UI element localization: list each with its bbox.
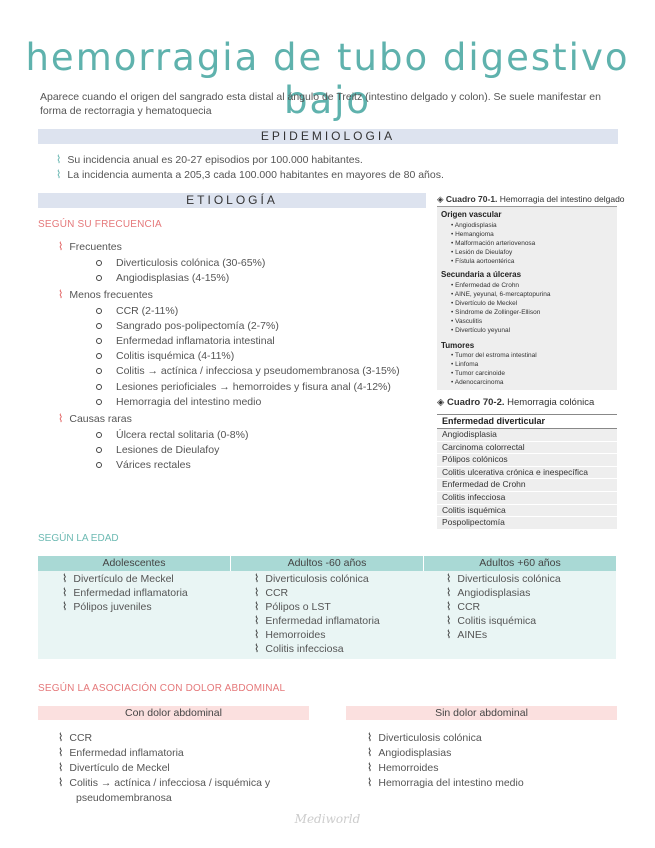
list-item: Colitis isquémica (4-11%): [96, 349, 234, 364]
list-item: Lesiones de Dieulafoy: [96, 443, 219, 458]
cuadro1-section-header: Tumores: [441, 341, 475, 350]
list-item: ⌇ CCR: [446, 601, 481, 613]
paperclip-icon: ⌇: [58, 289, 64, 301]
con-dolor-header: Con dolor abdominal: [38, 706, 309, 720]
list-item: • Vasculitis: [451, 318, 483, 325]
list-item: CCR (2-11%): [96, 304, 178, 319]
list-item: ⌇ Hemorragia del intestino medio: [367, 777, 524, 789]
paperclip-icon: ⌇: [446, 629, 452, 641]
paperclip-icon: ⌇: [367, 762, 373, 774]
paperclip-icon: ⌇: [62, 601, 68, 613]
list-item: • AINE, yeyunal, 6-mercaptopurina: [451, 291, 551, 298]
cuadro1-section-header: Secundaria a úlceras: [441, 270, 522, 279]
cuadro2-caption: ◈ Cuadro 70-2. Hemorragia colónica: [437, 397, 595, 408]
group-menos-frecuentes: ⌇ Menos frecuentes: [58, 289, 153, 301]
age-header-adultos-mas60: Adultos +60 años: [424, 556, 616, 571]
watermark: Mediworld: [294, 812, 361, 826]
group-causas-raras: ⌇ Causas raras: [58, 413, 132, 425]
table-row: Colitis ulcerativa crónica e inespecífica: [437, 467, 617, 480]
paperclip-icon: ⌇: [446, 573, 452, 585]
paperclip-icon: ⌇: [254, 587, 260, 599]
list-item: • Angiodisplasia: [451, 222, 497, 229]
etiologia-heading: ETIOLOGÍA: [38, 193, 426, 208]
list-item: • Divertículo yeyunal: [451, 327, 511, 334]
paperclip-icon: ⌇: [62, 573, 68, 585]
edad-label: SEGÚN LA EDAD: [38, 533, 119, 544]
paperclip-icon: ⌇: [254, 601, 260, 613]
list-item: • Tumor carcinoide: [451, 370, 505, 377]
diamond-icon: ◈: [437, 194, 444, 204]
list-item: Diverticulosis colónica (30-65%): [96, 256, 265, 271]
list-item: ⌇ Angiodisplasias: [367, 747, 452, 759]
age-header-adultos-menos60: Adultos -60 años: [231, 556, 423, 571]
sin-dolor-header: Sin dolor abdominal: [346, 706, 617, 720]
list-item-continuation: pseudomembranosa: [76, 792, 172, 804]
frecuencia-label: SEGÚN SU FRECUENCIA: [38, 219, 162, 230]
list-item: Úlcera rectal solitaria (0-8%): [96, 428, 248, 443]
list-item: ⌇ Divertículo de Meckel: [62, 573, 174, 585]
list-item: • Adenocarcinoma: [451, 379, 504, 386]
table-row: Pólipos colónicos: [437, 454, 617, 467]
list-item: ⌇ Enfermedad inflamatoria: [254, 615, 380, 627]
table-row: Colitis isquémica: [437, 505, 617, 518]
list-item: ⌇ Colitis infecciosa: [254, 643, 344, 655]
list-item: ⌇ CCR: [254, 587, 289, 599]
table-row: Colitis infecciosa: [437, 492, 617, 505]
list-item: Lesiones perioficiales → hemorroides y fisura anal (4-12%): [96, 380, 391, 395]
paperclip-icon: ⌇: [58, 762, 64, 774]
cuadro2-header: Enfermedad diverticular: [437, 414, 617, 429]
paperclip-icon: ⌇: [58, 241, 64, 253]
list-item: ⌇ Pólipos juveniles: [62, 601, 152, 613]
list-item: ⌇ Colitis → actínica / infecciosa / isquémica y: [58, 777, 271, 789]
cuadro1-caption: ◈ Cuadro 70-1. Hemorragia del intestino delgado: [437, 194, 625, 204]
cuadro1-section-header: Origen vascular: [441, 210, 502, 219]
paperclip-icon: ⌇: [62, 587, 68, 599]
list-item: ⌇ Hemorroides: [367, 762, 439, 774]
list-item: ⌇ AINEs: [446, 629, 488, 641]
paperclip-icon: ⌇: [254, 629, 260, 641]
list-item: • Hemangioma: [451, 231, 494, 238]
list-item: ⌇ CCR: [58, 732, 93, 744]
paperclip-icon: ⌇: [446, 601, 452, 613]
list-item: • Fístula aortoentérica: [451, 258, 515, 265]
list-item: ⌇ Enfermedad inflamatoria: [58, 747, 184, 759]
table-row: Pospolipectomía: [437, 517, 617, 530]
cuadro1-box: [437, 206, 617, 390]
epi-item: ⌇ La incidencia aumenta a 205,3 cada 100.000 habitantes en mayores de 80 años.: [56, 169, 444, 181]
paperclip-icon: ⌇: [446, 587, 452, 599]
paperclip-icon: ⌇: [58, 732, 64, 744]
paperclip-icon: ⌇: [254, 615, 260, 627]
diamond-icon: ◈: [437, 397, 445, 408]
list-item: Angiodisplasias (4-15%): [96, 271, 229, 286]
list-item: ⌇ Colitis isquémica: [446, 615, 537, 627]
list-item: ⌇ Hemorroides: [254, 629, 326, 641]
list-item: ⌇ Diverticulosis colónica: [254, 573, 369, 585]
intro-text: Aparece cuando el origen del sangrado esta distal al ángulo de Treitz (intestino delgado y colon). Se suele manifestar en forma de rectorragia y hematoquecia: [40, 91, 601, 117]
list-item: ⌇ Angiodisplasias: [446, 587, 531, 599]
epi-item: ⌇ Su incidencia anual es 20-27 episodios por 100.000 habitantes.: [56, 154, 363, 166]
paperclip-icon: ⌇: [367, 732, 373, 744]
list-item: Hemorragia del intestino medio: [96, 395, 261, 410]
paperclip-icon: ⌇: [367, 747, 373, 759]
paperclip-icon: ⌇: [58, 747, 64, 759]
list-item: • Enfermedad de Crohn: [451, 282, 520, 289]
paperclip-icon: ⌇: [446, 615, 452, 627]
list-item: • Síndrome de Zollinger-Ellison: [451, 309, 541, 316]
list-item: • Malformación arteriovenosa: [451, 240, 536, 247]
list-item: • Divertículo de Meckel: [451, 300, 518, 307]
list-item: ⌇ Enfermedad inflamatoria: [62, 587, 188, 599]
paperclip-icon: ⌇: [56, 154, 62, 166]
list-item: ⌇ Divertículo de Meckel: [58, 762, 170, 774]
paperclip-icon: ⌇: [254, 643, 260, 655]
age-header-adolescentes: Adolescentes: [38, 556, 230, 571]
list-item: • Tumor del estroma intestinal: [451, 352, 537, 359]
group-frecuentes: ⌇ Frecuentes: [58, 241, 122, 253]
list-item: ⌇ Diverticulosis colónica: [367, 732, 482, 744]
paperclip-icon: ⌇: [254, 573, 260, 585]
dolor-label: SEGÚN LA ASOCIACIÓN CON DOLOR ABDOMINAL: [38, 683, 286, 694]
paperclip-icon: ⌇: [367, 777, 373, 789]
epidemiologia-heading: EPIDEMIOLOGIA: [38, 129, 618, 144]
list-item: Sangrado pos-polipectomía (2-7%): [96, 319, 279, 334]
list-item: Colitis → actínica / infecciosa y pseudomembranosa (3-15%): [96, 364, 400, 379]
list-item: Várices rectales: [96, 458, 191, 473]
paperclip-icon: ⌇: [58, 777, 64, 789]
table-row: Carcinoma colorrectal: [437, 442, 617, 455]
paperclip-icon: ⌇: [58, 413, 64, 425]
paperclip-icon: ⌇: [56, 169, 62, 181]
list-item: ⌇ Diverticulosis colónica: [446, 573, 561, 585]
list-item: • Lesión de Dieulafoy: [451, 249, 513, 256]
cuadro2-box: [437, 414, 617, 536]
list-item: Enfermedad inflamatoria intestinal: [96, 334, 275, 349]
page-title: hemorragia de tubo digestivo bajo: [25, 36, 630, 122]
table-row: Angiodisplasia: [437, 429, 617, 442]
list-item: • Linfoma: [451, 361, 479, 368]
list-item: ⌇ Pólipos o LST: [254, 601, 331, 613]
table-row: Enfermedad de Crohn: [437, 479, 617, 492]
